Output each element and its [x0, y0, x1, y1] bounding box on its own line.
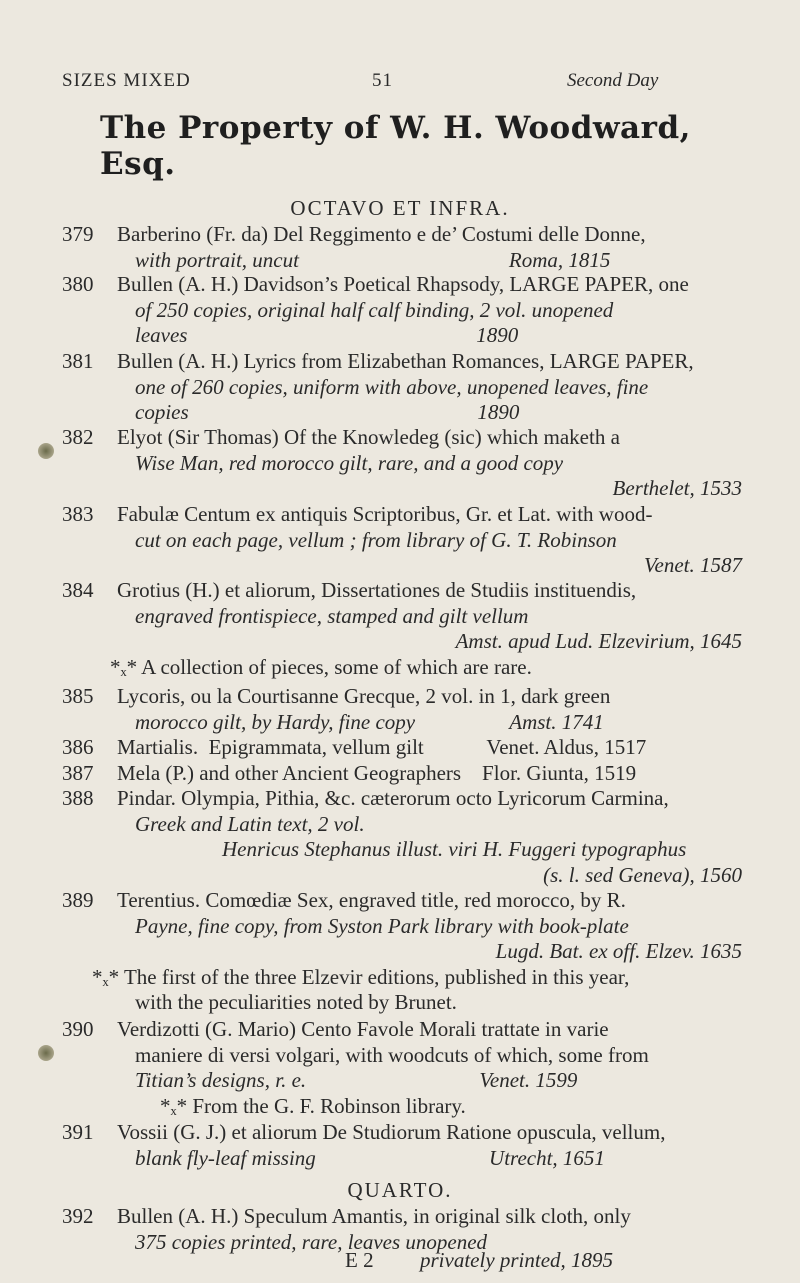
entry-number: 386: [62, 735, 94, 759]
entry-line: Henricus Stephanus illust. viri H. Fuggeri typographus: [222, 837, 687, 861]
entry-number: 387: [62, 761, 94, 785]
entry-number: 385: [62, 684, 94, 708]
entry-line: one of 260 copies, uniform with above, unopened leaves, fine: [135, 374, 649, 399]
entry-line: Lugd. Bat. ex off. Elzev. 1635: [495, 939, 742, 963]
page-number: 51: [372, 70, 393, 91]
entry-line: leaves 1890: [135, 323, 519, 347]
entry-line: Titian’s designs, r. e. Venet. 1599: [135, 1068, 578, 1092]
entry-number: 384: [62, 578, 94, 602]
entry-line: Wise Man, red morocco gilt, rare, and a good copy: [135, 450, 564, 475]
entry-line: with portrait, uncut Roma, 1815: [135, 247, 611, 272]
entry-line: Payne, fine copy, from Syston Park library with book-plate: [135, 913, 629, 938]
entry-line: blank fly-leaf missing Utrecht, 1651: [135, 1145, 605, 1170]
entry-line: Terentius. Comœdiæ Sex, engraved title, red morocco, by R.: [117, 888, 626, 912]
section-heading-quarto: QUARTO.: [347, 1178, 453, 1202]
entry-line: cut on each page, vellum ; from library of G. T. Robinson: [135, 527, 617, 552]
section-heading-octavo: OCTAVO ET INFRA.: [290, 196, 510, 220]
entry-line: Martialis. Epigrammata, vellum gilt Venet. Aldus, 1517: [117, 735, 647, 759]
entry-number: 389: [62, 888, 94, 912]
entry-line: (s. l. sed Geneva), 1560: [543, 862, 742, 887]
entry-line: Lycoris, ou la Courtisanne Grecque, 2 vol. in 1, dark green: [117, 684, 611, 708]
entry-line: Bullen (A. H.) Lyrics from Elizabethan Romances, LARGE PAPER,: [117, 349, 694, 373]
entry-line: Bullen (A. H.) Davidson’s Poetical Rhapsody, LARGE PAPER, one: [117, 272, 689, 296]
entry-line: copies 1890: [135, 400, 520, 424]
entry-line: Venet. 1587: [644, 553, 742, 577]
note-390: *ₓ* From the G. F. Robinson library.: [160, 1094, 466, 1118]
entry-line: of 250 copies, original half calf binding, 2 vol. unopened: [135, 297, 614, 322]
entry-line: Elyot (Sir Thomas) Of the Knowledeg (sic) which maketh a: [117, 425, 620, 449]
entry-number: 379: [62, 222, 94, 246]
entry-line: Pindar. Olympia, Pithia, &c. cæterorum octo Lyricorum Carmina,: [117, 786, 669, 810]
entry-line: Verdizotti (G. Mario) Cento Favole Morali trattate in varie: [117, 1017, 609, 1041]
entry-number: 382: [62, 425, 94, 449]
entry-number: 392: [62, 1204, 94, 1228]
binding-hole: [38, 1045, 54, 1061]
entry-number: 390: [62, 1017, 94, 1041]
entry-line: Amst. apud Lud. Elzevirium, 1645: [455, 629, 742, 653]
entry-number: 380: [62, 272, 94, 296]
entry-line: morocco gilt, by Hardy, fine copy Amst. 1741: [135, 709, 604, 734]
note-384: *ₓ* A collection of pieces, some of which are rare.: [110, 655, 532, 679]
binding-hole: [38, 443, 54, 459]
entry-number: 391: [62, 1120, 94, 1144]
entry-line: Vossii (G. J.) et aliorum De Studiorum Ratione opuscula, vellum,: [117, 1120, 666, 1144]
entry-line: Bullen (A. H.) Speculum Amantis, in original silk cloth, only: [117, 1204, 631, 1228]
entry-392-imprint: privately printed, 1895: [420, 1248, 614, 1272]
entry-line: Fabulæ Centum ex antiquis Scriptoribus, Gr. et Lat. with wood-: [117, 502, 653, 526]
entry-line: maniere di versi volgari, with woodcuts of which, some from: [135, 1042, 649, 1067]
note-389: *ₓ* The first of the three Elzevir editions, published in this year,: [92, 965, 630, 989]
header-right: Second Day: [567, 70, 659, 91]
owner-title: The Property of W. H. Woodward, Esq.: [100, 110, 691, 182]
entry-number: 381: [62, 349, 94, 373]
entry-line: engraved frontispiece, stamped and gilt vellum: [135, 603, 529, 628]
entry-line: 375 copies printed, rare, leaves unopened: [135, 1229, 488, 1254]
entry-number: 383: [62, 502, 94, 526]
entry-line: Berthelet, 1533: [612, 476, 742, 500]
entry-number: 388: [62, 786, 94, 810]
entry-line: Greek and Latin text, 2 vol.: [135, 811, 365, 836]
entry-line: Mela (P.) and other Ancient Geographers Flor. Giunta, 1519: [117, 761, 637, 785]
note-389-continued: with the peculiarities noted by Brunet.: [135, 990, 457, 1014]
signature-mark: E 2: [345, 1248, 374, 1272]
entry-line: Barberino (Fr. da) Del Reggimento e de’ Costumi delle Donne,: [117, 222, 646, 246]
header-left: SIZES MIXED: [62, 70, 191, 91]
entry-line: Grotius (H.) et aliorum, Dissertationes de Studiis instituendis,: [117, 578, 637, 602]
